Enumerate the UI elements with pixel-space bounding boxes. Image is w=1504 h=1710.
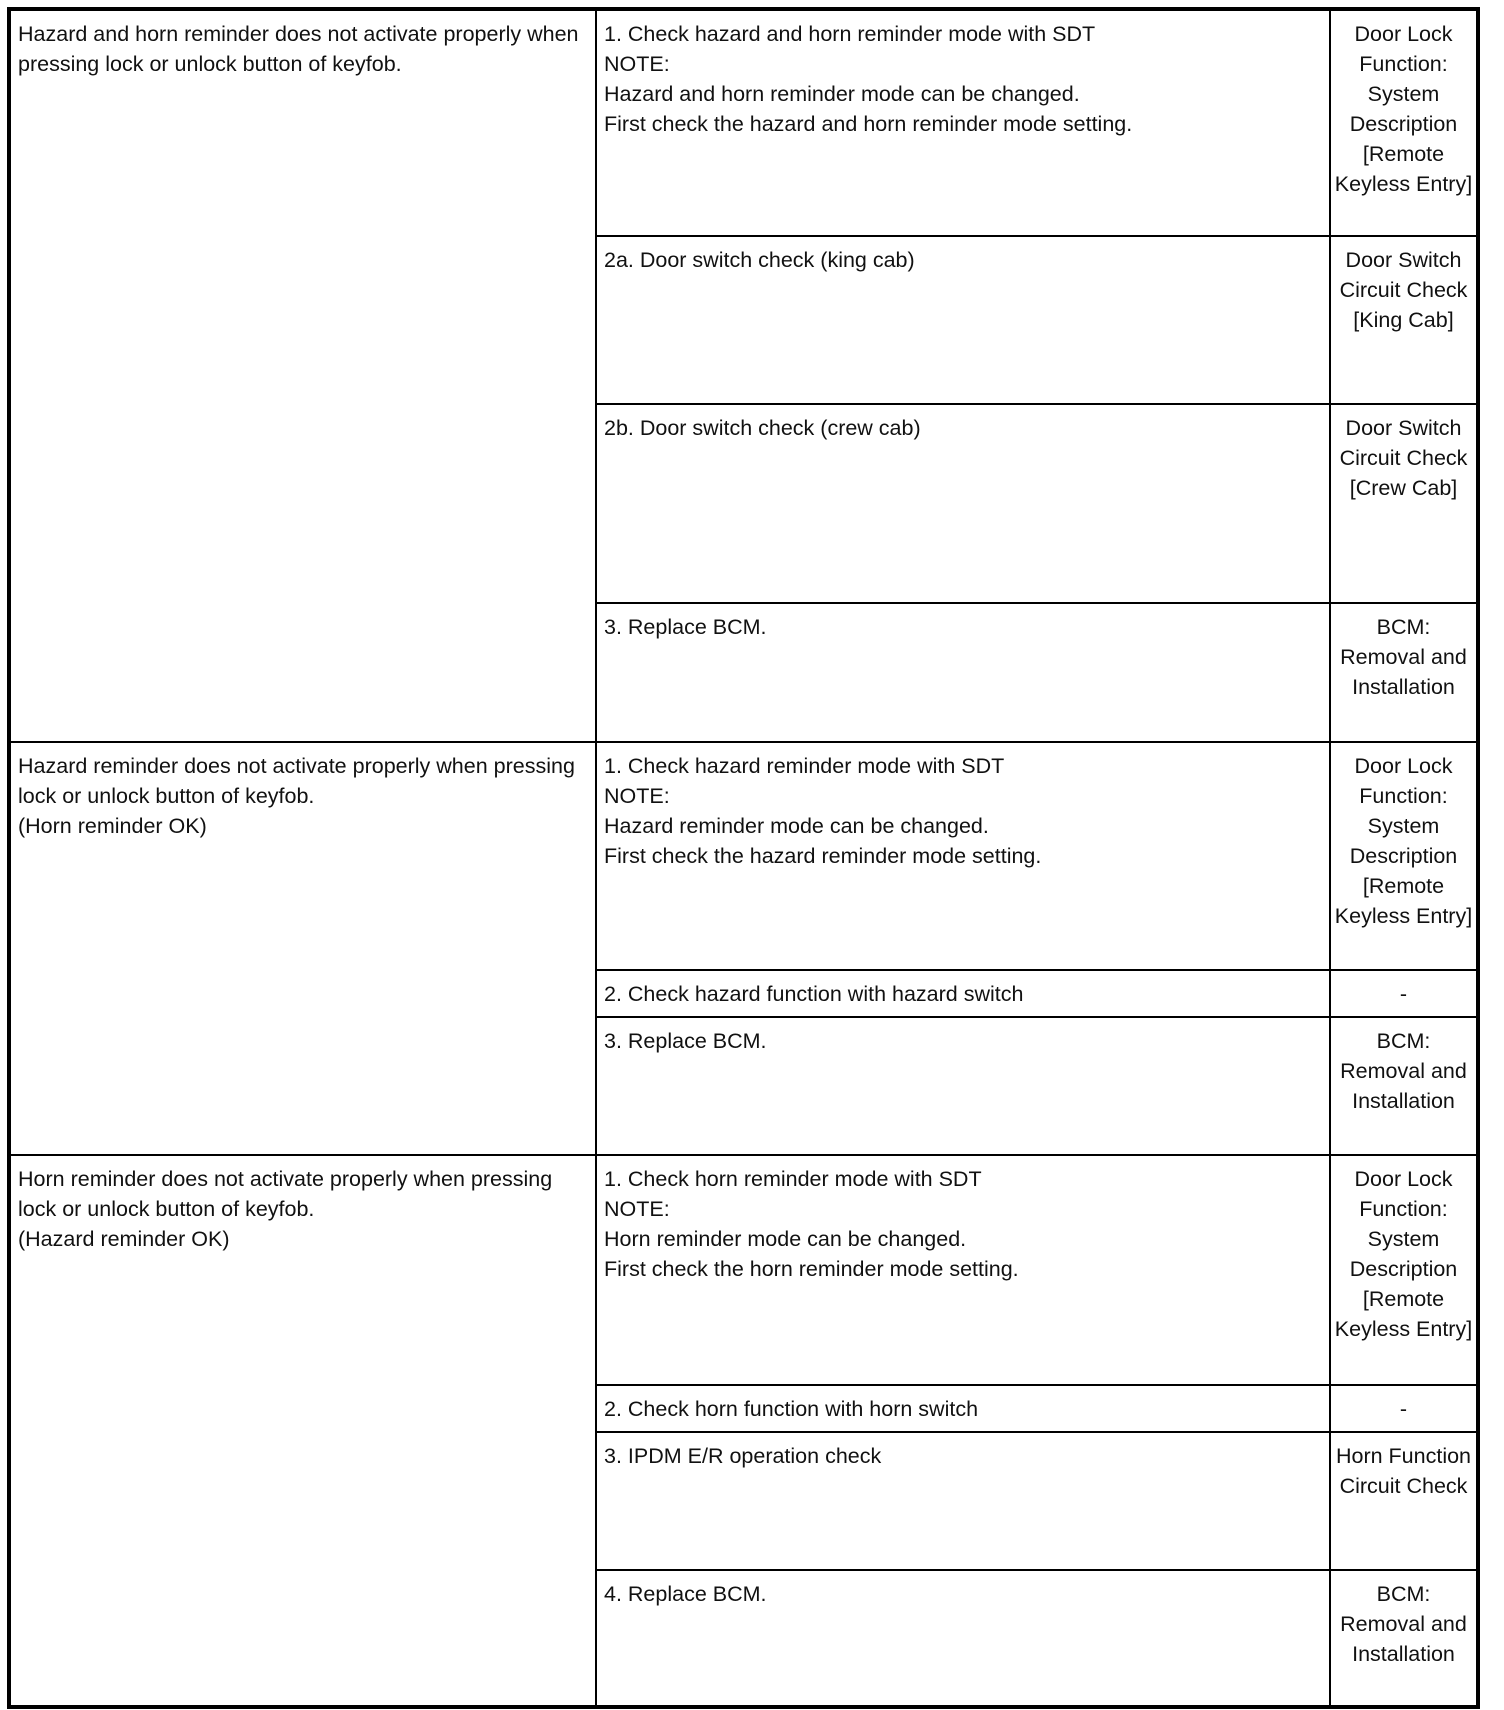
step-text: Hazard and horn reminder mode can be changed. bbox=[604, 82, 1080, 106]
step-text: First check the horn reminder mode setting. bbox=[604, 1257, 1019, 1281]
symptom-cell bbox=[9, 9, 596, 742]
step-text: 2. Check hazard function with hazard switch bbox=[604, 982, 1024, 1006]
reference-link[interactable]: Door Switch Circuit Check [King Cab] bbox=[1330, 236, 1478, 404]
reference-link[interactable]: Door Lock Function: System Description [Remote Keyless Entry] bbox=[1330, 742, 1478, 970]
step-cell bbox=[596, 603, 1330, 742]
step-text: 1. Check hazard and horn reminder mode with SDT bbox=[604, 22, 1096, 46]
step-cell bbox=[596, 1155, 1330, 1385]
step-text: First check the hazard and horn reminder mode setting. bbox=[604, 112, 1133, 136]
step-cell bbox=[596, 9, 1330, 236]
note-label: NOTE: bbox=[604, 784, 670, 808]
step-text: 1. Check hazard reminder mode with SDT bbox=[604, 754, 1005, 778]
table-row bbox=[9, 1155, 1478, 1385]
step-cell bbox=[596, 742, 1330, 970]
symptom-cell bbox=[9, 1155, 596, 1707]
step-cell bbox=[596, 404, 1330, 603]
step-text: 3. IPDM E/R operation check bbox=[604, 1444, 882, 1468]
step-text: 1. Check horn reminder mode with SDT bbox=[604, 1167, 982, 1191]
symptom-text: Hazard reminder does not activate properly when pressing lock or unlock button of keyfob. (Horn reminder OK) bbox=[18, 754, 575, 838]
step-text: 3. Replace BCM. bbox=[604, 615, 767, 639]
reference-link[interactable]: BCM: Removal and Installation bbox=[1330, 1570, 1478, 1707]
step-text: 3. Replace BCM. bbox=[604, 1029, 767, 1053]
reference-link: - bbox=[1330, 970, 1478, 1017]
step-cell bbox=[596, 970, 1330, 1017]
symptom-text: Horn reminder does not activate properly when pressing lock or unlock button of keyfob. (Hazard reminder OK) bbox=[18, 1167, 553, 1251]
step-text: 2a. Door switch check (king cab) bbox=[604, 248, 915, 272]
step-cell bbox=[596, 236, 1330, 404]
note-label: NOTE: bbox=[604, 1197, 670, 1221]
symptom-text: Hazard and horn reminder does not activate properly when pressing lock or unlock button of keyfob. bbox=[18, 22, 585, 76]
reference-link[interactable]: Door Switch Circuit Check [Crew Cab] bbox=[1330, 404, 1478, 603]
step-cell bbox=[596, 1017, 1330, 1155]
step-cell bbox=[596, 1385, 1330, 1432]
reference-link[interactable]: Door Lock Function: System Description [Remote Keyless Entry] bbox=[1330, 1155, 1478, 1385]
step-text: Horn reminder mode can be changed. bbox=[604, 1227, 967, 1251]
reference-link[interactable]: BCM: Removal and Installation bbox=[1330, 1017, 1478, 1155]
symptom-cell bbox=[9, 742, 596, 1155]
step-text: First check the hazard reminder mode setting. bbox=[604, 844, 1042, 868]
note-label: NOTE: bbox=[604, 52, 670, 76]
step-text: 2. Check horn function with horn switch bbox=[604, 1397, 979, 1421]
table-row bbox=[9, 742, 1478, 970]
reference-link[interactable]: Horn Function Circuit Check bbox=[1330, 1432, 1478, 1570]
step-cell bbox=[596, 1432, 1330, 1570]
step-text: 2b. Door switch check (crew cab) bbox=[604, 416, 921, 440]
table-row bbox=[9, 9, 1478, 236]
step-text: Hazard reminder mode can be changed. bbox=[604, 814, 989, 838]
step-text: 4. Replace BCM. bbox=[604, 1582, 767, 1606]
step-cell bbox=[596, 1570, 1330, 1707]
diagnosis-table bbox=[7, 7, 1480, 1709]
reference-link[interactable]: BCM: Removal and Installation bbox=[1330, 603, 1478, 742]
reference-link: - bbox=[1330, 1385, 1478, 1432]
reference-link[interactable]: Door Lock Function: System Description [Remote Keyless Entry] bbox=[1330, 9, 1478, 236]
